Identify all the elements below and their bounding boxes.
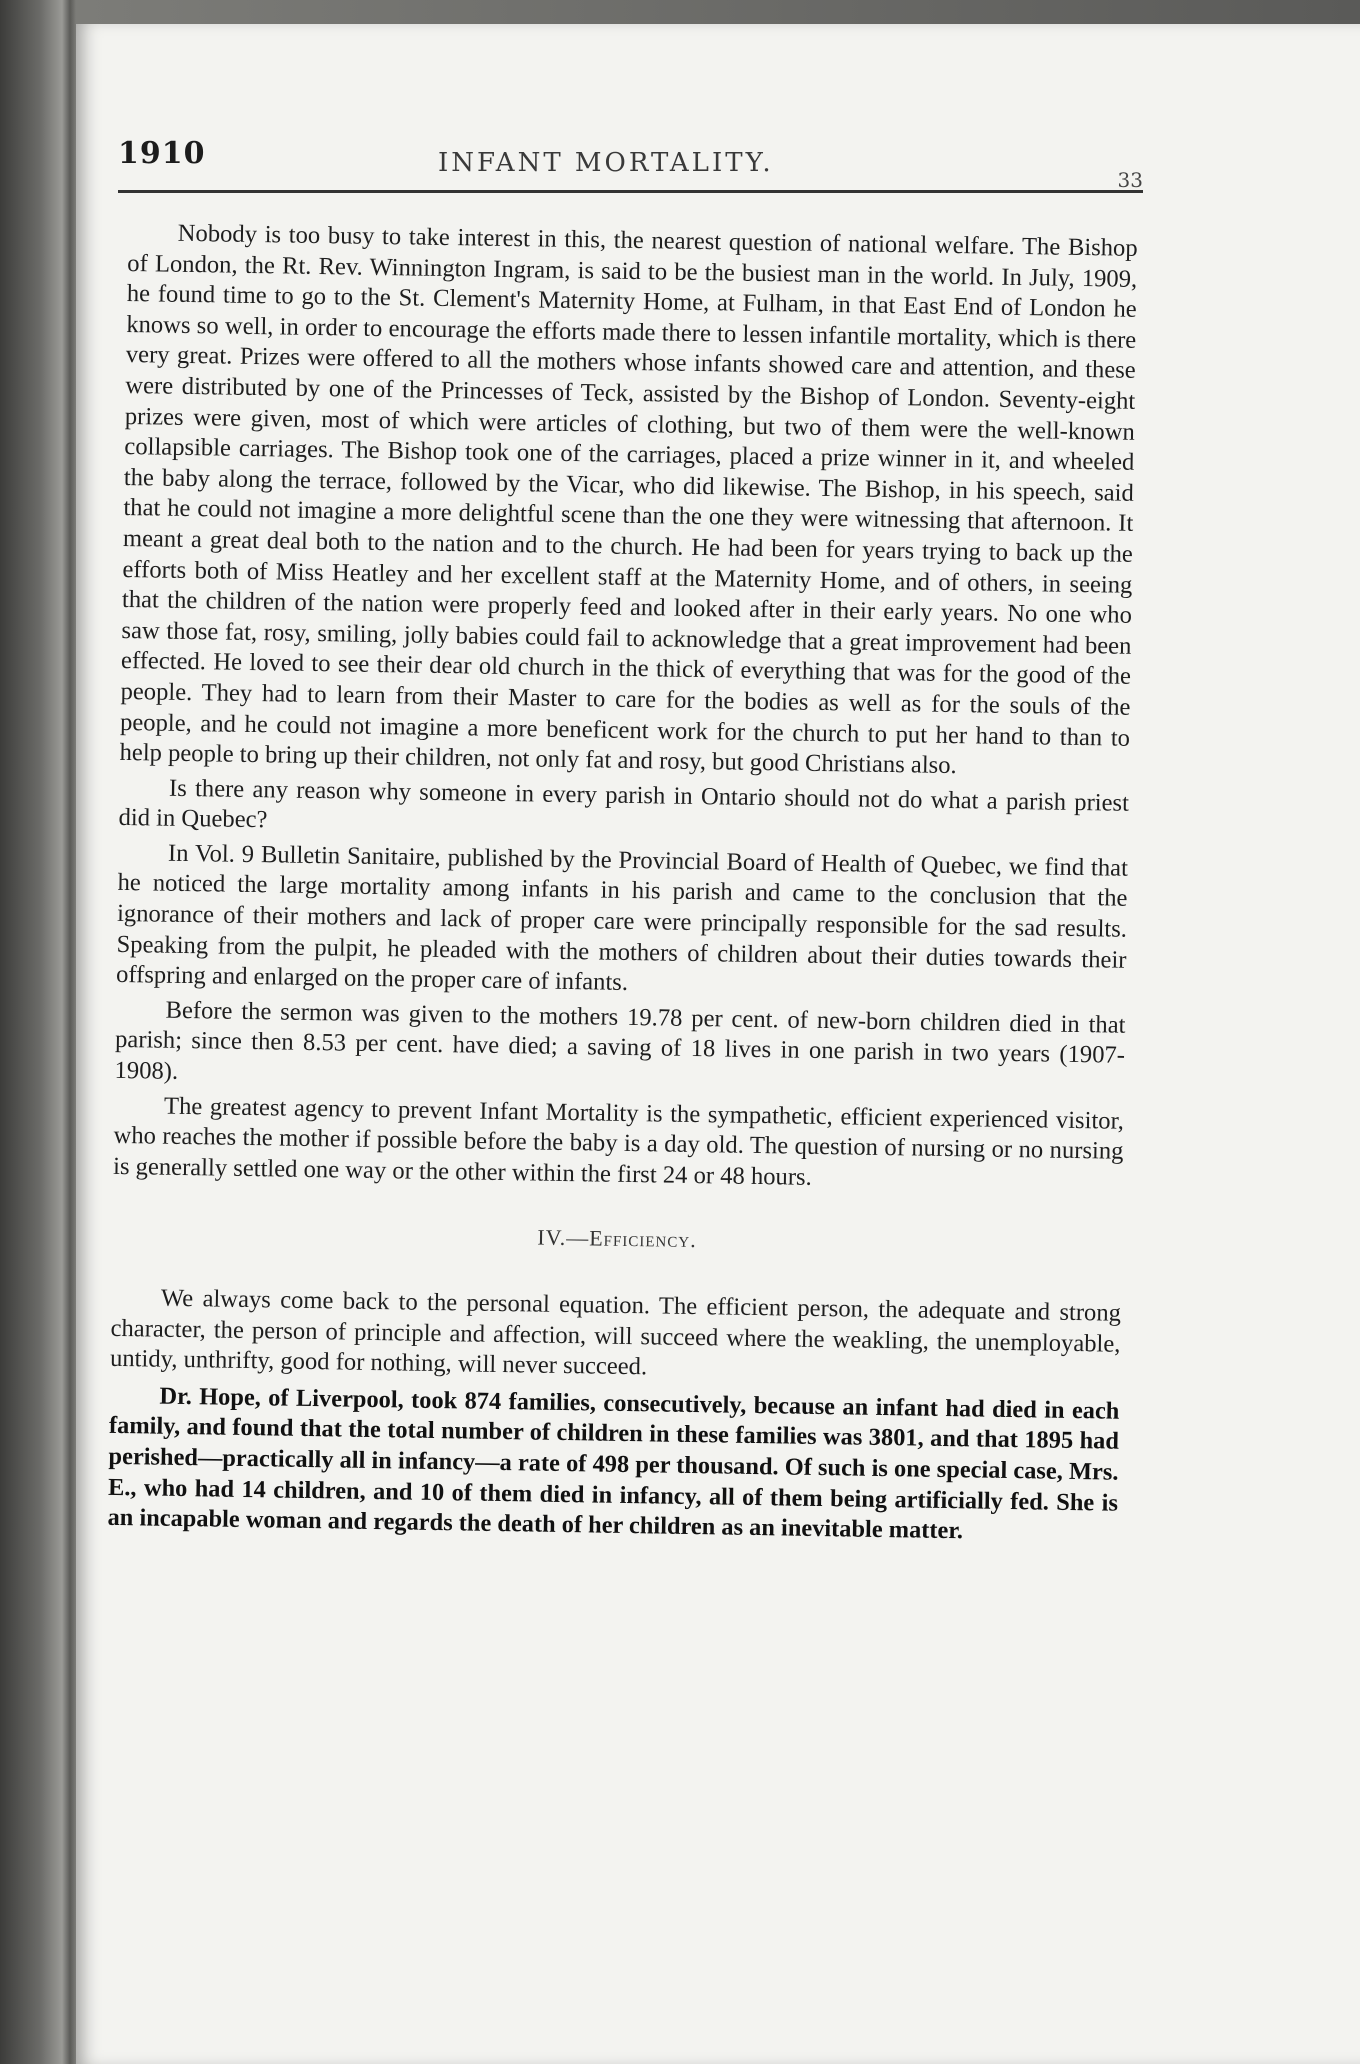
section-heading-efficiency: IV.—Efficiency. bbox=[537, 1224, 697, 1253]
paragraph-visitor-agency: The greatest agency to prevent Infant Mortality is the sympathetic, efficient experienced visitor, who reaches the mother if possible before the baby is a day old. The question of nursing or no nursing is generally settled one way or the other within the first 24 or 48 hours. bbox=[112, 1092, 1125, 1191]
page-number: 33 bbox=[1117, 168, 1143, 192]
paragraph-ontario-question: Is there any reason why someone in every parish in Ontario should not do what a parish priest did in Quebec? bbox=[118, 774, 1130, 834]
paragraph-dr-hope-liverpool: Dr. Hope, of Liverpool, took 874 families, consecutively, because an infant had died in each family, and found that the total number of children in these families was 3801, and that 1895 had perished—practically all in infancy—a rate of 498 per thousand. Of such is one special case, Mrs. E., who had 14 children, and 10 of them died in infancy, all of them being artificially fed. She is an incapable woman and regards the death of her children as an inevitable matter. bbox=[107, 1382, 1120, 1545]
body-text bbox=[107, 218, 1138, 1553]
paragraph-bulletin-sanitaire: In Vol. 9 Bulletin Sanitaire, published by the Provincial Board of Health of Quebec, we find that he noticed the large mortality among infants in his parish and came to the conclusion that the ignorance of their mothers and lack of proper care were principally responsible for the sad results. Speaking from the pulpit, he pleaded with the mothers of children about their duties towards their offspring and enlarged on the proper care of infants. bbox=[115, 839, 1129, 997]
paragraph-bishop-of-london: Nobody is too busy to take interest in this, the nearest question of national welfare. The Bishop of London, the Rt. Rev. Winnington Ingram, is said to be the busiest man in the world. In July, 1909, he found time to go to the St. Clement's Maternity Home, at Fulham, in that East End of London he knows so well, in order to encourage the efforts made there to lessen infantile mortality, which is there very great. Prizes were offered to all the mothers whose infants showed care and attention, and these were distributed by one of the Princesses of Teck, assisted by the Bishop of London. Seventy-eight prizes were given, most of which were articles of clothing, but two of them were the well-known collapsible carriages. The Bishop took one of the carriages, placed a prize winner in it, and wheeled the baby along the terrace, followed by the Vicar, who did likewise. The Bishop, in his speech, said that he could not imagine a more delightful scene than the one they were witnessing that afternoon. It meant a great deal both to the nation and to the church. He had been for years trying to back up the efforts both of Miss Heatley and her excellent staff at the Maternity Home, and of others, in seeing that the children of the nation were properly feed and looked after in their early years. No one who saw those fat, rosy, smiling, jolly babies could fail to acknowledge that a great improvement had been effected. He loved to see their dear old church in the thick of everything that was for the good of the people. They had to learn from their Master to care for the bodies as well as for the souls of the people, and he could not imagine a more beneficent work for the church to put her hand to than to help people to bring up their children, not only fat and rosy, but good Christians also. bbox=[119, 219, 1138, 780]
paragraph-personal-equation: We always come back to the personal equation. The efficient person, the adequate and strong character, the person of principle and affection, will succeed where the weakling, the unemployable, untidy, unthrifty, good for nothing, will never succeed. bbox=[109, 1284, 1122, 1381]
running-head-year: 1910 bbox=[118, 136, 206, 171]
running-head bbox=[118, 118, 1143, 193]
paragraph-sermon-statistics: Before the sermon was given to the mothers 19.78 per cent. of new-born children died in that parish; since then 8.53 per cent. have died; a saving of 18 lives in one parish in two years (1907-1908). bbox=[114, 996, 1126, 1085]
running-head-title: INFANT MORTALITY. bbox=[438, 148, 774, 178]
